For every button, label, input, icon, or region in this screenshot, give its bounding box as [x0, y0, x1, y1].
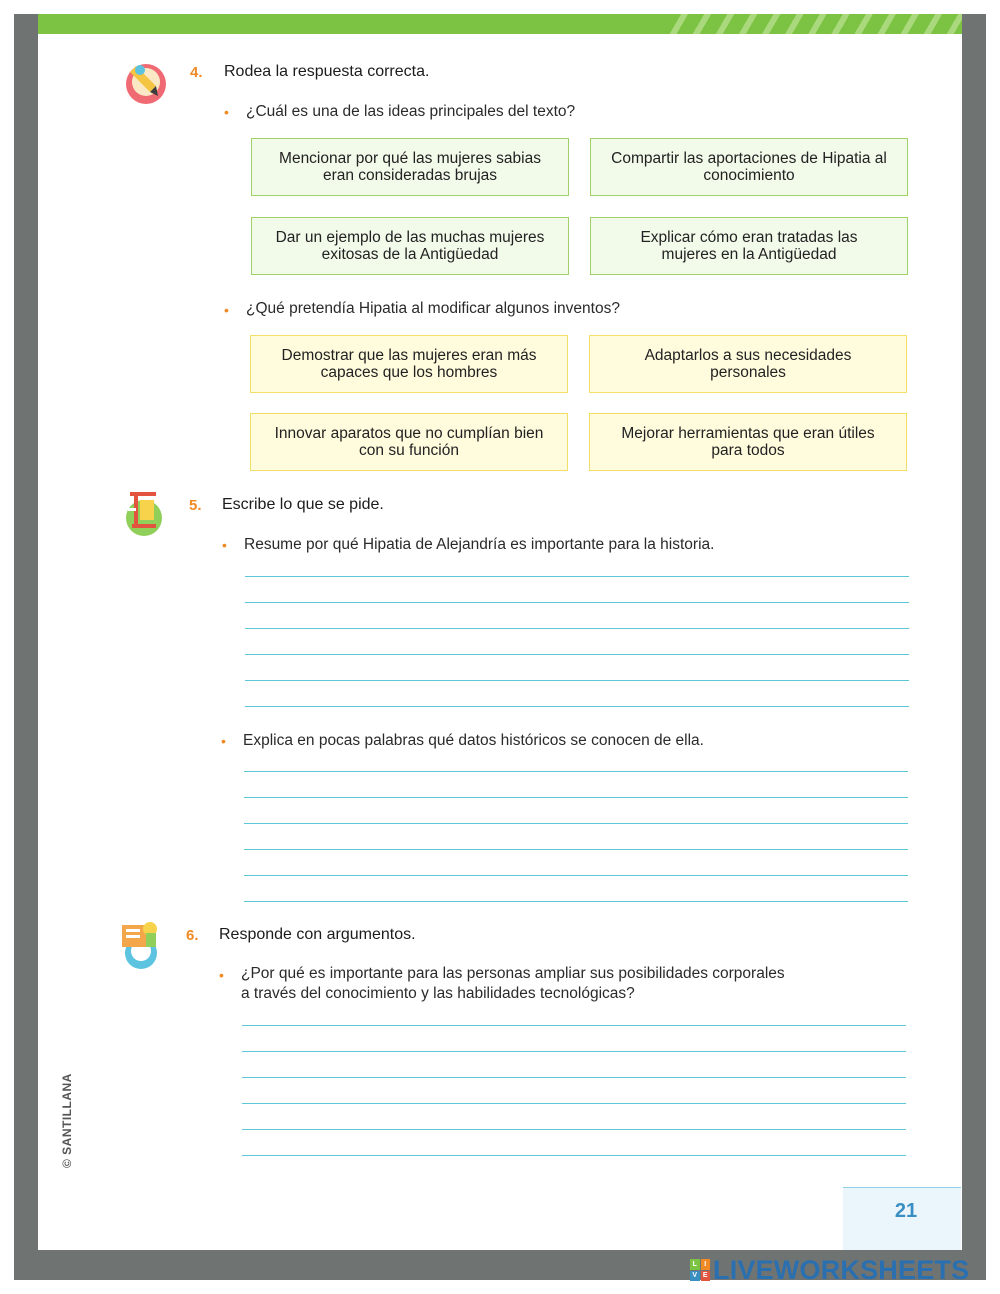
answer-line[interactable] [245, 602, 909, 603]
bullet: • [219, 967, 224, 983]
bullet: • [224, 104, 229, 120]
answer-line[interactable] [245, 628, 909, 629]
question-number: 6. [186, 927, 199, 944]
answer-line[interactable] [242, 1025, 906, 1026]
liveworksheets-logo[interactable] [690, 1255, 969, 1285]
answer-line[interactable] [242, 1051, 906, 1052]
section-instruction: Responde con argumentos. [219, 926, 416, 943]
bullet: • [224, 302, 229, 318]
answer-line[interactable] [245, 680, 909, 681]
answer-line[interactable] [242, 1155, 906, 1156]
answer-option[interactable]: Mencionar por qué las mujeres sabias eran consideradas brujas [251, 138, 569, 196]
debate-icon [116, 919, 166, 971]
answer-option[interactable]: Mejorar herramientas que eran útiles para todos [589, 413, 907, 471]
answer-option[interactable]: Adaptarlos a sus necesidades personales [589, 335, 907, 393]
copyright-text: © SANTILLANA [60, 1073, 74, 1168]
liveworksheets-brand: LIVEWORKSHEETS [713, 1254, 970, 1285]
question-text: a través del conocimiento y las habilidades tecnológicas? [241, 985, 635, 1002]
answer-option[interactable]: Compartir las aportaciones de Hipatia al conocimiento [590, 138, 908, 196]
answer-line[interactable] [244, 771, 908, 772]
answer-option[interactable]: Innovar aparatos que no cumplían bien con su función [250, 413, 568, 471]
answer-line[interactable] [242, 1077, 906, 1078]
scan-border-left [14, 14, 38, 1280]
answer-line[interactable] [244, 797, 908, 798]
question-text: ¿Cuál es una de las ideas principales del texto? [246, 103, 576, 120]
writing-tools-icon [120, 488, 168, 538]
header-stripes [665, 14, 962, 34]
liveworksheets-logo-icon: L I V E [690, 1259, 710, 1281]
question-number: 5. [189, 497, 202, 514]
answer-line[interactable] [242, 1129, 906, 1130]
bullet: • [222, 537, 227, 553]
page-number-box [843, 1187, 961, 1250]
answer-line[interactable] [244, 823, 908, 824]
answer-line[interactable] [244, 901, 908, 902]
scan-border-right [962, 14, 986, 1280]
answer-line[interactable] [242, 1103, 906, 1104]
answer-line[interactable] [245, 706, 909, 707]
answer-line[interactable] [244, 849, 908, 850]
copyright-notice [56, 1062, 76, 1172]
answer-option[interactable]: Dar un ejemplo de las muchas mujeres exitosas de la Antigüedad [251, 217, 569, 275]
question-text: ¿Por qué es importante para las personas ampliar sus posibilidades corporales [241, 965, 785, 982]
question-text: ¿Qué pretendía Hipatia al modificar algunos inventos? [246, 300, 620, 317]
answer-line[interactable] [244, 875, 908, 876]
bullet: • [221, 733, 226, 749]
question-text: Resume por qué Hipatia de Alejandría es importante para la historia. [244, 536, 715, 553]
question-number: 4. [190, 64, 203, 81]
page-number: 21 [894, 1200, 918, 1222]
section-instruction: Escribe lo que se pide. [222, 496, 384, 513]
answer-option[interactable]: Explicar cómo eran tratadas las mujeres en la Antigüedad [590, 217, 908, 275]
section-instruction: Rodea la respuesta correcta. [224, 63, 430, 80]
pencil-icon [122, 56, 170, 106]
worksheet-page [38, 14, 962, 1250]
question-text: Explica en pocas palabras qué datos históricos se conocen de ella. [243, 732, 704, 749]
answer-option[interactable]: Demostrar que las mujeres eran más capaces que los hombres [250, 335, 568, 393]
answer-line[interactable] [245, 576, 909, 577]
answer-line[interactable] [245, 654, 909, 655]
